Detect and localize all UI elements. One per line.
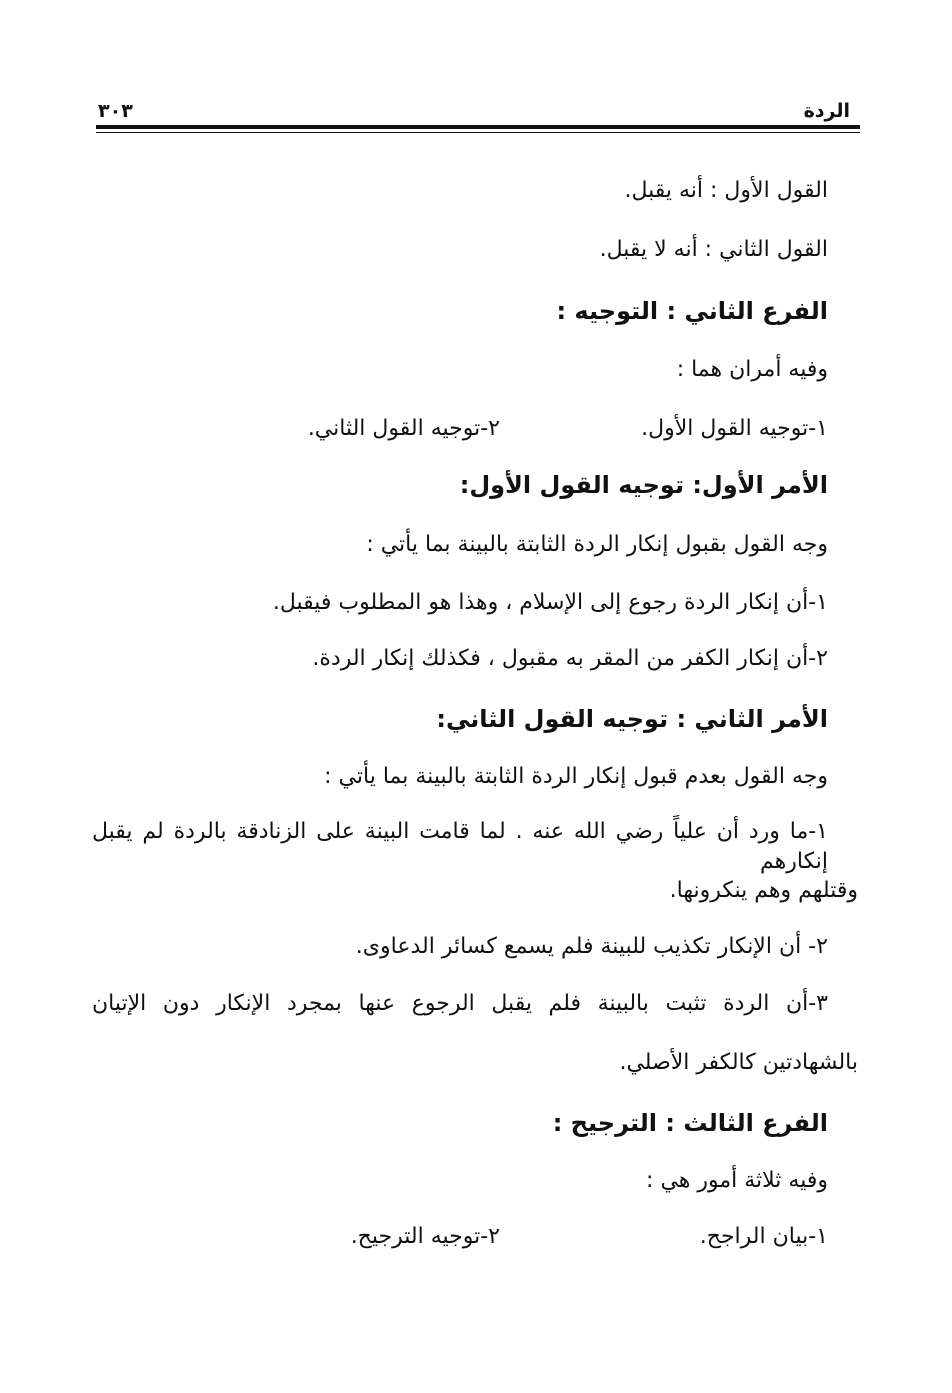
list-item: ٢- أن الإنكار تكذيب للبينة فلم يسمع كسائر الدعاوى. xyxy=(355,934,828,959)
section-heading: الفرع الثالث : الترجيح : xyxy=(552,1109,828,1137)
list-item: ٢-أن إنكار الكفر من المقر به مقبول ، فكذلك إنكار الردة. xyxy=(312,646,828,671)
paragraph-line: وجه القول بقبول إنكار الردة الثابتة بالبينة بما يأتي : xyxy=(366,532,828,557)
list-item: ٢-توجيه الترجيح. xyxy=(350,1224,500,1249)
two-column-list xyxy=(218,414,828,444)
subsection-heading: الأمر الأول: توجيه القول الأول: xyxy=(459,471,828,499)
paragraph-line: وجه القول بعدم قبول إنكار الردة الثابتة بالبينة بما يأتي : xyxy=(324,764,828,789)
subsection-heading: الأمر الثاني : توجيه القول الثاني: xyxy=(436,705,828,733)
list-item: ١-أن إنكار الردة رجوع إلى الإسلام ، وهذا هو المطلوب فيقبل. xyxy=(272,590,828,615)
paragraph-line: القول الثاني : أنه لا يقبل. xyxy=(599,237,828,262)
two-column-list xyxy=(218,1222,828,1252)
list-item: ٢-توجيه القول الثاني. xyxy=(307,416,500,441)
paragraph-line: وفيه ثلاثة أمور هي : xyxy=(646,1168,828,1193)
list-item: ١-توجيه القول الأول. xyxy=(641,416,828,441)
paragraph-line: القول الأول : أنه يقبل. xyxy=(624,178,828,203)
paragraph-line: وقتلهم وهم ينكرونها. xyxy=(669,878,858,903)
chapter-title: الردة xyxy=(803,100,850,122)
list-item: ٣-أن الردة تثبت بالبينة فلم يقبل الرجوع عنها بمجرد الإنكار دون الإتيان xyxy=(92,991,828,1016)
section-heading: الفرع الثاني : التوجيه : xyxy=(556,297,828,325)
paragraph-line: وفيه أمران هما : xyxy=(676,357,828,382)
paragraph-line: بالشهادتين كالكفر الأصلي. xyxy=(619,1050,858,1075)
list-item: ١-ما ورد أن علياً رضي الله عنه . لما قامت البينة على الزنادقة بالردة لم يقبل إنكارهم xyxy=(92,819,828,874)
page-number: ٣٠٣ xyxy=(98,100,133,122)
list-item: ١-بيان الراجح. xyxy=(699,1224,828,1249)
header-rule-thick xyxy=(96,125,860,129)
header-rule-thin xyxy=(96,132,860,133)
